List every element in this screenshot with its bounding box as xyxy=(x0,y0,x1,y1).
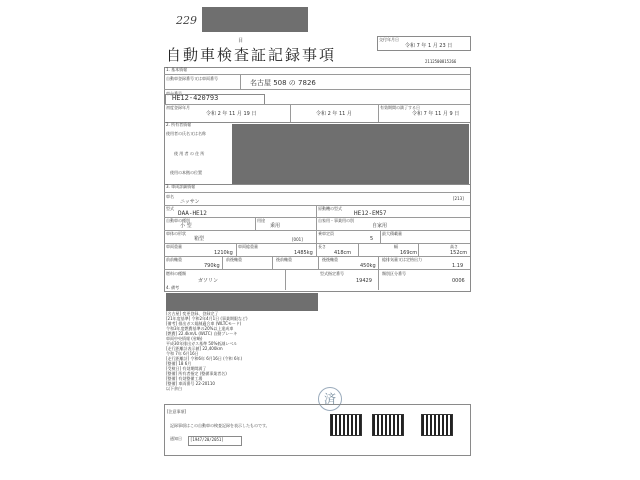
body-kind-value: 自家用 xyxy=(372,223,388,229)
displacement-label: 総排気量又は定格出力 xyxy=(382,257,422,262)
user-address-label: 使 用 者 の 住 所 xyxy=(174,151,205,156)
chassis-label: 車台番号 xyxy=(166,91,182,96)
length-value: 418cm xyxy=(334,250,352,256)
total-weight-label: 車両総重量 xyxy=(238,244,258,249)
processed-stamp: 済 xyxy=(318,387,342,411)
remarks-line: [受検日] 有効期間満了 xyxy=(166,366,207,371)
registration-label: 自動車登録番号又は車両番号 xyxy=(166,76,218,81)
total-weight-value: 1485kg xyxy=(294,250,313,256)
capacity-value: 5 xyxy=(370,236,374,242)
front-rear-axle-label: 前後軸重 xyxy=(226,257,242,262)
top-mark: 目 xyxy=(238,38,244,44)
remarks-line: [走行距離計] 令和6年 6月16日 (令和 6年) xyxy=(166,356,243,361)
date-mid: 令和 2 年 11 月 xyxy=(316,111,352,117)
engine-label: 原動機の型式 xyxy=(318,206,342,211)
weight-value: 1210kg xyxy=(214,250,233,256)
footer-id-label: 通知日 xyxy=(170,436,182,441)
remarks-line: [走行距離計表示値] 22,400km xyxy=(166,346,223,351)
document-code: 2112500815266 xyxy=(425,59,457,64)
remarks-line: 令和3年度燃費基準の20%以上達成車 xyxy=(166,326,234,331)
model-label: 型式 xyxy=(166,206,174,211)
weight-label: 車両重量 xyxy=(166,244,182,249)
capacity-label: 乗車定員 xyxy=(318,231,334,236)
expiry-label: 有効期間の満了する日 xyxy=(380,105,420,110)
shape-label: 車体の形状 xyxy=(166,231,186,236)
displacement-value: 1.19 xyxy=(452,263,464,269)
front-front-axle-value: 790kg xyxy=(204,263,220,269)
height-label: 高さ xyxy=(450,244,458,249)
rear-rear-axle-label: 後後軸重 xyxy=(322,257,338,262)
class-number-value: 0006 xyxy=(452,278,465,284)
type-designation-label: 型式指定番号 xyxy=(320,271,344,276)
owner-header: 2. 所有者情報 xyxy=(166,122,192,127)
vehicle-detail-header: 3. 車両詳細情報 xyxy=(166,184,196,189)
length-label: 長さ xyxy=(318,244,326,249)
rear-front-axle-label: 後前軸重 xyxy=(276,257,292,262)
use-label: 用途 xyxy=(257,218,265,223)
remarks-line: 以下余白 xyxy=(166,386,182,391)
first-registration-value: 令和 2 年 11 月 19 日 xyxy=(206,111,257,117)
expiry-value: 令和 7 年 11 月 9 日 xyxy=(412,111,460,117)
footer-id-value: [1947/20/2051] xyxy=(190,437,224,442)
remarks-header: 4. 備考 xyxy=(166,285,180,290)
fuel-value: ガソリン xyxy=(198,278,219,284)
notes-line: 記録事項はこの自動車の検査記録を表示したものです。 xyxy=(170,423,270,428)
document-title: 自動車検査証記録事項 xyxy=(166,46,337,64)
shape-code: [001] xyxy=(292,237,303,242)
width-label: 幅 xyxy=(394,244,398,249)
first-registration-label: 初度登録年月 xyxy=(166,105,190,110)
redacted-remarks-top xyxy=(166,293,318,311)
engine-value: HE12-EM57 xyxy=(354,210,387,217)
remarks-line: [21年度基準] 令和2年4月1日 (事業期限など) xyxy=(166,316,248,321)
registration-value: 名古屋 508 の 7826 xyxy=(250,79,316,87)
front-front-axle-label: 前前軸重 xyxy=(166,257,182,262)
height-value: 152cm xyxy=(450,250,468,256)
type-designation-value: 19429 xyxy=(356,278,372,284)
max-load-label: 最大積載量 xyxy=(382,231,402,236)
shape-value: 箱型 xyxy=(194,236,205,242)
redacted-block-top xyxy=(202,7,308,32)
redacted-owner xyxy=(232,124,469,184)
make-value: ニッサン xyxy=(180,199,200,205)
chassis-value: HE12-420793 xyxy=(172,94,219,102)
qr-code-3 xyxy=(421,414,453,436)
notes-header: [注意事項] xyxy=(167,409,187,414)
width-value: 169cm xyxy=(400,250,418,256)
remarks-line: [整備] 有効整備工場 xyxy=(166,376,203,381)
qr-code-2 xyxy=(372,414,404,436)
remarks-line: [整備] 車両番号 22-20110 xyxy=(166,381,215,386)
base-location-label: 使用の本拠の位置 xyxy=(170,170,202,175)
basic-info-header: 1. 基本情報 xyxy=(166,67,188,72)
make-code: [213] xyxy=(453,196,464,201)
remarks-line: [備考] 排出ガス規制適合車 (WLTCモード) xyxy=(166,321,242,326)
make-label: 車名 xyxy=(166,194,174,199)
remarks-line: 令和 7年 6月16日 xyxy=(166,351,199,356)
rear-rear-axle-value: 450kg xyxy=(360,263,376,269)
body-kind-label: 自家用・事業用の別 xyxy=(318,218,354,223)
model-value: DAA-HE12 xyxy=(178,210,207,217)
fuel-label: 燃料の種類 xyxy=(166,271,186,276)
use-value: 乗用 xyxy=(270,223,281,229)
qr-code-1 xyxy=(330,414,362,436)
remarks-line: [整備] 所有者指定 (整備事業者名) xyxy=(166,371,227,376)
remarks-line: 平成30年排出ガス基準 50%低減レベル xyxy=(166,341,238,346)
remarks-line: [燃費] 22.4km/L (WLTC) 自動ブレーキ xyxy=(166,331,238,336)
page-number: 229 xyxy=(176,14,197,27)
remarks-line: [整備] 18 6月 xyxy=(166,361,192,366)
class-number-label: 類別区分番号 xyxy=(382,271,406,276)
kind-label: 自動車の種別 xyxy=(166,218,190,223)
kind-value: 小 型 xyxy=(180,223,192,229)
issue-date-label: 交付年月日 xyxy=(379,37,399,42)
remarks-line: [名古屋] 変更登録、登録完了 xyxy=(166,311,219,316)
issue-date-value: 令和 7 年 1 月 23 日 xyxy=(405,43,453,49)
vehicle-detail-section xyxy=(164,184,471,292)
remarks-line: 車両中央情報 (省略) xyxy=(166,336,203,341)
user-name-label: 使用者の氏名又は名称 xyxy=(166,131,206,136)
